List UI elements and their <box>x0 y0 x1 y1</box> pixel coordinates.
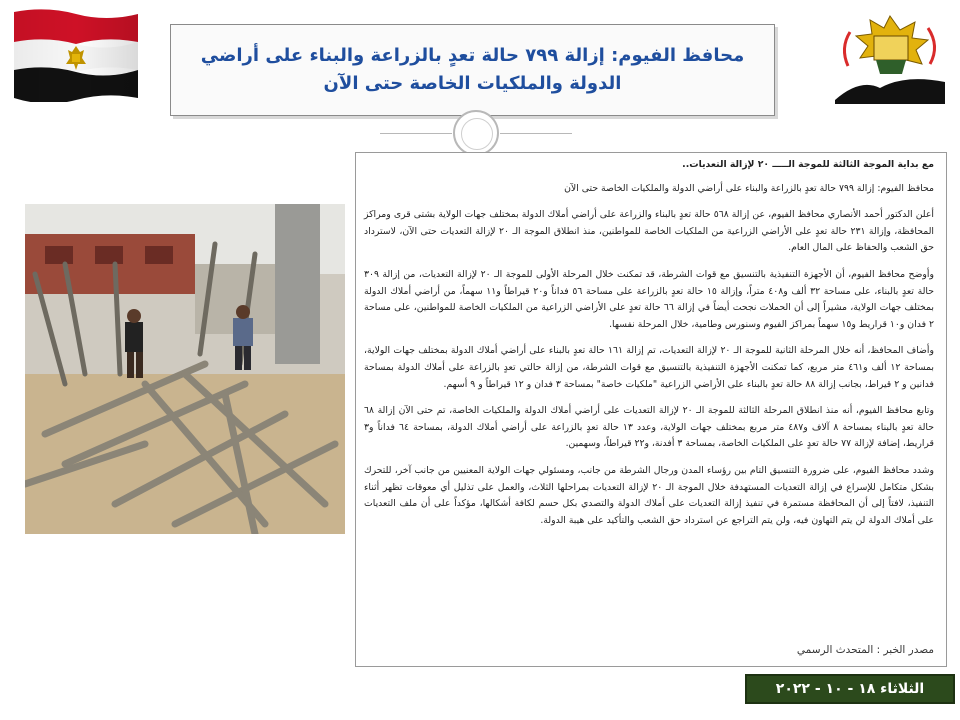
article-lead: مع بداية الموجة الثالثة للموجة الـــــ ٢٠ لإزالة التعديات.. <box>682 159 934 170</box>
news-photo <box>25 204 345 534</box>
divider-right <box>500 133 572 134</box>
article-paragraph-2: وأوضح محافظ الفيوم، أن الأجهزة التنفيذية بالتنسيق مع قوات الشرطة، قد تمكنت خلال المرحلة الأولى للموجة الـ ٢٠ لإزالة التعديات، من إزالة ٣٠٩ حالة تعدٍ بالبناء، على مساحة ٣٢ ألف و٤٠٨ متراً، وإزالة ١٥ حالة تعدٍ بالزراعة على مساحة ٥٦ فداناً و٢٠ قيراطاً و١١ سهماً، من أراضي أملاك الدولة بمختلف جهات الولاية، مشيراً إلى أن الحملات نجحت أيضاً في إزالة ٦٦ حالة تعدٍ على الأراضي الزراعية من الملكيات الخاصة للمواطنين، على مساحة ٢ فدان و١٠ قراريط و١٥ سهماً بمراكز الفيوم وسنورس وطامية، خلال المرحلة نفسها. <box>364 268 935 330</box>
governorate-logo <box>830 8 950 112</box>
article-paragraph-3: وأضاف المحافظ، أنه خلال المرحلة الثانية للموجة الـ ٢٠ لإزالة التعديات، تم إزالة ١٦١ حالة تعدٍ بالبناء على أراضي أملاك الدولة بمختلف جهات الولاية، بمساحة ١٢ ألف و٤٦١ متر مربع، كما تمكنت الأجهزة التنفيذية بالتنسيق مع قوات الشرطة، من إزالة حالتي تعدٍ بالزراعة على أملاك الدولة بمساحة فدانين و ٢ قيراط، بجانب إزالة ٨٨ حالة تعدٍ بالبناء على الأراضي الزراعية "ملكيات خاصة" بمساحة ٣ فدان و ١٢ قيراطاً و ٩ أسهم. <box>364 345 935 390</box>
page-title: محافظ الفيوم: إزالة ٧٩٩ حالة تعدٍ بالزراعة والبناء على أراضي الدولة والملكيات الخاصة حتى الآن <box>200 45 745 94</box>
date-banner: الثلاثاء ١٨ - ١٠ - ٢٠٢٢ <box>745 674 955 704</box>
egypt-flag-image <box>10 6 142 102</box>
article-headline: محافظ الفيوم: إزالة ٧٩٩ حالة تعدٍ بالزراعة والبناء على أراضي الدولة والملكيات الخاصة حتى الآن <box>564 182 934 194</box>
divider-left <box>380 133 452 134</box>
article-body <box>355 152 947 667</box>
news-source: مصدر الخبر : المتحدث الرسمي <box>796 644 934 656</box>
header-title-box <box>170 24 775 116</box>
article-paragraph-4: وتابع محافظ الفيوم، أنه منذ انطلاق المرحلة الثالثة للموجة الـ ٢٠ لإزالة التعديات على أراضي أملاك الدولة والملكيات الخاصة، تم حتى الآن إزالة ٦٨ حالة تعدٍ بالبناء بمساحة ٨ آلاف و٤٨٧ متر مربع بمختلف جهات الولاية، وعدد ١٣ حالة تعدٍ بالزراعة على أراضي أملاك الدولة، بمساحة ٦٤ فداناً و٣ قراريط، إضافة لإزالة ٧٧ حالة تعدٍ على الملكيات الخاصة، بمساحة ٣ أفدنة، و٢٢ قيراطاً، وسهمين. <box>364 405 935 450</box>
circle-ornament <box>453 110 499 156</box>
article-paragraph-1: أعلن الدكتور أحمد الأنصاري محافظ الفيوم، عن إزالة ٥٦٨ حالة تعدٍ بالبناء والزراعة على أراضي أملاك الدولة بمختلف جهات الولاية بشتى قرى ومراكز المحافظة، وإزالة ٢٣١ حالة تعدٍ على الأراضي الزراعية من الملكيات الخاصة للمواطنين، منذ انطلاق الموجة الـ ٢٠ لإزالة التعديات حتى الآن، لاسترداد حق الشعب والحفاظ على المال العام. <box>364 209 934 254</box>
article-paragraph-5: وشدد محافظ الفيوم، على ضرورة التنسيق التام بين رؤساء المدن ورجال الشرطة من جانب، ومسئولي جهات الولاية المعنيين من جانب آخر، للتحرك بشكل متكامل للإسراع في إزالة التعديات المستهدفة خلال الموجة الـ ٢٠ لإزالة التعديات بمراحلها الثلاث، والعمل على تذليل أي معوقات تظهر أثناء التنفيذ، لافتاً إلى أن المحافظة مستمرة في تنفيذ إزالة التعديات على أملاك الدولة والتصدي بكل حسم لكافة أشكالها، مؤكداً على أن ملف التعديات على أملاك الدولة لن يتم التهاون فيه، ولن يتم التراجع عن استرداد حق الشعب والتأكيد على هيبة الدولة. <box>364 464 934 526</box>
